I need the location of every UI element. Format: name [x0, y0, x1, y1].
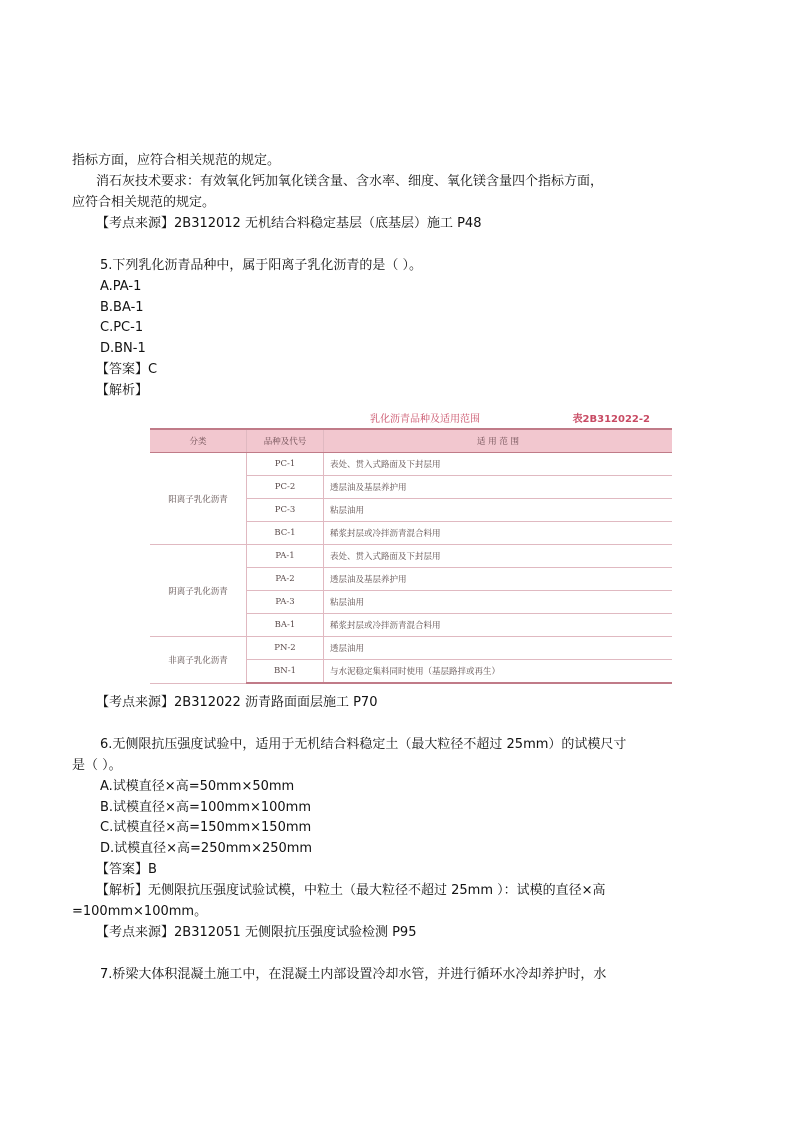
use-cell: 透层油及基层养护用	[324, 476, 673, 499]
option: A.PA-1	[100, 279, 142, 294]
analysis-label: 【解析】	[96, 383, 149, 398]
use-cell: 粘层油用	[324, 499, 673, 522]
use-cell: 稀浆封层或冷拌沥青混合料用	[324, 614, 673, 637]
code-cell: PA-2	[247, 568, 324, 591]
table-row	[150, 637, 672, 660]
use-cell: 透层油用	[324, 637, 673, 660]
code-cell: PA-3	[247, 591, 324, 614]
option: D.试模直径×高=250mm×250mm	[100, 841, 313, 856]
code-cell: PC-2	[247, 476, 324, 499]
paragraph-line: 应符合相关规范的规定。	[72, 195, 216, 210]
table-row	[150, 453, 672, 476]
option: C.PC-1	[100, 320, 144, 335]
option: B.试模直径×高=100mm×100mm	[100, 800, 312, 815]
table-header: 品种及代号	[247, 429, 324, 453]
source-note: 【考点来源】2B312012 无机结合料稳定基层（底基层）施工 P48	[96, 216, 482, 231]
table-caption	[150, 410, 672, 426]
category-cell: 非离子乳化沥青	[150, 637, 247, 684]
analysis-cont: =100mm×100mm。	[72, 904, 208, 919]
question-stem-cont: 是（ ）。	[72, 758, 122, 773]
emulsified-asphalt-table	[150, 428, 672, 684]
category-cell: 阴离子乳化沥青	[150, 545, 247, 637]
source-note: 【考点来源】2B312022 沥青路面面层施工 P70	[96, 695, 378, 710]
use-cell: 稀浆封层或冷拌沥青混合料用	[324, 522, 673, 545]
table-header: 分类	[150, 429, 247, 453]
code-cell: BC-1	[247, 522, 324, 545]
code-cell: PC-1	[247, 453, 324, 476]
code-cell: BA-1	[247, 614, 324, 637]
question-stem: 7.桥梁大体积混凝土施工中，在混凝土内部设置冷却水管，并进行循环水冷却养护时，水	[100, 967, 607, 982]
table-number: 表2B312022-2	[572, 414, 650, 425]
code-cell: PC-3	[247, 499, 324, 522]
use-cell: 透层油及基层养护用	[324, 568, 673, 591]
answer: 【答案】C	[96, 362, 158, 377]
option: A.试模直径×高=50mm×50mm	[100, 779, 295, 794]
code-cell: BN-1	[247, 660, 324, 684]
option: B.BA-1	[100, 300, 144, 315]
use-cell: 表处、贯入式路面及下封层用	[324, 453, 673, 476]
answer: 【答案】B	[96, 862, 157, 877]
question-stem: 6.无侧限抗压强度试验中，适用于无机结合料稳定土（最大粒径不超过 25mm）的试模尺寸	[100, 737, 627, 752]
use-cell: 粘层油用	[324, 591, 673, 614]
option: D.BN-1	[100, 341, 146, 356]
table-row	[150, 545, 672, 568]
question-stem: 5.下列乳化沥青品种中，属于阳离子乳化沥青的是（ ）。	[100, 258, 423, 273]
use-cell: 与水泥稳定集料同时使用（基层路拌或再生）	[324, 660, 673, 684]
code-cell: PN-2	[247, 637, 324, 660]
paragraph-line: 指标方面，应符合相关规范的规定。	[72, 153, 281, 168]
table-title: 乳化沥青品种及适用范围	[370, 414, 480, 425]
analysis: 【解析】无侧限抗压强度试验试模，中粒土（最大粒径不超过 25mm ）：试模的直径×高	[96, 883, 606, 898]
source-note: 【考点来源】2B312051 无侧限抗压强度试验检测 P95	[96, 925, 417, 940]
table-header: 适 用 范 围	[324, 429, 673, 453]
code-cell: PA-1	[247, 545, 324, 568]
option: C.试模直径×高=150mm×150mm	[100, 820, 312, 835]
category-cell: 阳离子乳化沥青	[150, 453, 247, 545]
paragraph-line: 消石灰技术要求：有效氧化钙加氧化镁含量、含水率、细度、氧化镁含量四个指标方面，	[96, 174, 604, 189]
use-cell: 表处、贯入式路面及下封层用	[324, 545, 673, 568]
